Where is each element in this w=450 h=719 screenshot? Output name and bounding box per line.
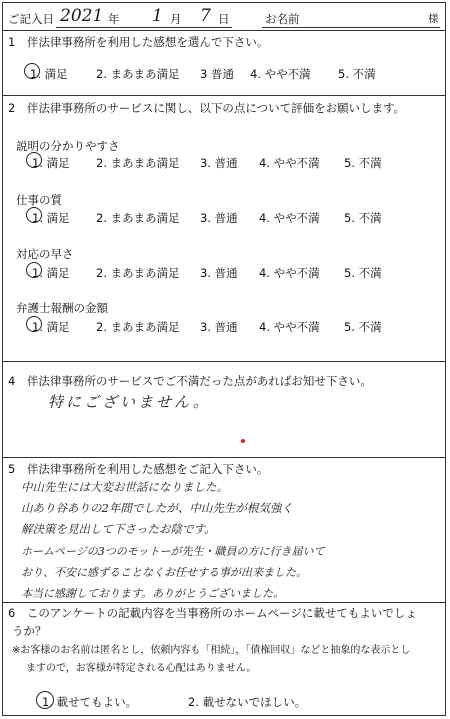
- q5-answer-line-5: おり、不安に感ずることなくお任せする事が出来ました。: [21, 566, 307, 579]
- q6-note-line-2: ますので，お客様が特定される心配はありません。: [26, 663, 257, 674]
- q2-item-3-option-5[interactable]: 5. 不満: [344, 266, 382, 280]
- q1-option-2[interactable]: 2. まあまあ満足: [96, 67, 180, 81]
- side-mark: 様: [428, 13, 439, 25]
- q2-item-4-option-2[interactable]: 2. まあまあ満足: [96, 320, 180, 334]
- divider-q6: [2, 602, 446, 603]
- year-unit: 年: [108, 12, 120, 26]
- month-unit: 月: [170, 12, 182, 26]
- divider-q5: [2, 457, 446, 458]
- day-unit: 日: [218, 12, 230, 26]
- q5-answer-line-3: 解決策を見出して下さったお陰です。: [21, 522, 216, 536]
- q2-item-label-1: 説明の分かりやすさ: [16, 139, 120, 153]
- q2-item-4-option-3[interactable]: 3. 普通: [200, 320, 238, 334]
- q2-item-2-option-3[interactable]: 3. 普通: [200, 211, 238, 225]
- q1-title: 1 伴法律事務所を利用した感想を選んで下さい。: [8, 35, 269, 49]
- q1-option-5[interactable]: 5. 不満: [338, 67, 376, 81]
- q2-item-3-option-3[interactable]: 3. 普通: [200, 266, 238, 280]
- q4-answer: 特にございません。: [48, 393, 211, 411]
- date-label: ご記入日: [8, 12, 54, 26]
- q2-item-2-option-5[interactable]: 5. 不満: [344, 211, 382, 225]
- divider-q4: [2, 361, 446, 362]
- q2-item-4-option-1[interactable]: 1. 満足: [32, 320, 70, 334]
- name-label: お名前: [265, 12, 300, 26]
- divider-q1: [2, 30, 446, 31]
- divider-q2: [2, 95, 446, 96]
- day-value: 7: [200, 6, 211, 26]
- q2-item-2-option-1[interactable]: 1. 満足: [32, 211, 70, 225]
- q5-answer-line-2: 山あり谷ありの2年間でしたが、中山先生が根気強く: [21, 501, 293, 515]
- q2-item-3-option-2[interactable]: 2. まあまあ満足: [96, 266, 180, 280]
- q1-option-3[interactable]: 3 普通: [200, 67, 234, 81]
- q2-item-label-4: 弁護士報酬の金額: [16, 301, 108, 315]
- q2-item-3-option-4[interactable]: 4. やや不満: [259, 266, 320, 280]
- q5-answer-line-4: ホームページの3つのモットーが先生・職員の方に行き届いて: [21, 545, 325, 558]
- q2-item-1-option-5[interactable]: 5. 不満: [344, 156, 382, 170]
- date-underline: [56, 27, 232, 28]
- q2-title: 2 伴法律事務所のサービスに関し、以下の点について評価をお願いします。: [8, 101, 406, 115]
- month-value: 1: [152, 6, 163, 26]
- q2-item-label-2: 仕事の質: [16, 193, 62, 207]
- red-mark: [241, 439, 245, 443]
- q2-item-label-3: 対応の早さ: [16, 247, 74, 261]
- q2-item-4-option-4[interactable]: 4. やや不満: [259, 320, 320, 334]
- q6-title: 6 このアンケートの記載内容を当事務所のホームページに載せてもよいでしょ: [8, 606, 417, 620]
- q1-option-4[interactable]: 4. やや不満: [250, 67, 311, 81]
- q2-item-3-option-1[interactable]: 1. 満足: [32, 266, 70, 280]
- q5-answer-line-1: 中山先生には大変お世話になりました。: [21, 480, 228, 494]
- q4-title: 4 伴法律事務所のサービスでご不満だった点があればお知せ下さい。: [8, 374, 372, 388]
- q2-item-2-option-4[interactable]: 4. やや不満: [259, 211, 320, 225]
- q6-option-2[interactable]: 2. 載せないでほしい。: [188, 695, 307, 709]
- q2-item-4-option-5[interactable]: 5. 不満: [344, 320, 382, 334]
- q1-option-1[interactable]: 1. 満足: [30, 67, 68, 81]
- q5-title: 5 伴法律事務所を利用した感想をご記入下さい。: [8, 462, 269, 476]
- q2-item-1-option-4[interactable]: 4. やや不満: [259, 156, 320, 170]
- q2-item-2-option-2[interactable]: 2. まあまあ満足: [96, 211, 180, 225]
- year-value: 2021: [60, 6, 104, 26]
- q6-title-cont: うか？: [12, 624, 47, 638]
- q5-answer-line-6: 本当に感謝しております。ありがとうございました。: [21, 587, 285, 600]
- name-underline: [262, 27, 440, 28]
- q2-item-1-option-3[interactable]: 3. 普通: [200, 156, 238, 170]
- q6-option-1[interactable]: 1. 載せてもよい。: [42, 695, 138, 709]
- q6-note-line-1: ※お客様のお名前は匿名とし，依頼内容も「相続」，「債権回収」などと抽象的な表示とし: [12, 645, 411, 656]
- q2-item-1-option-2[interactable]: 2. まあまあ満足: [96, 156, 180, 170]
- q2-item-1-option-1[interactable]: 1. 満足: [32, 156, 70, 170]
